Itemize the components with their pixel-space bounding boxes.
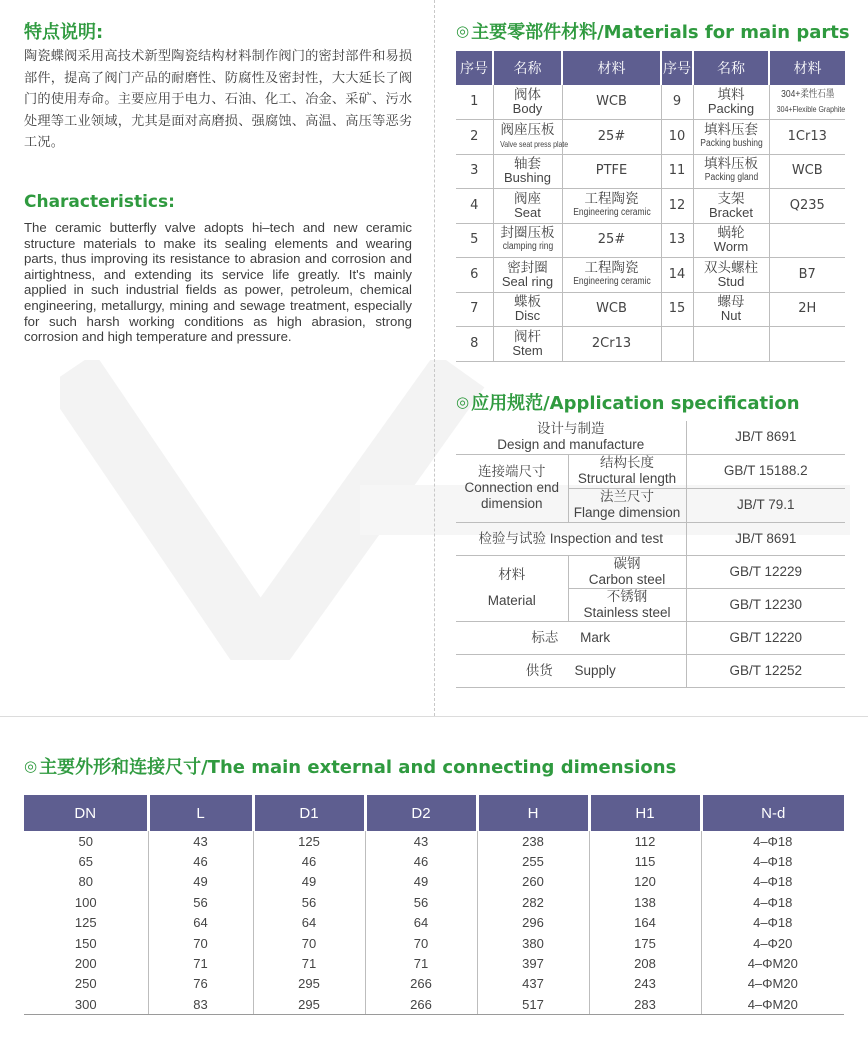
- spec-stainless-cn: 不锈钢: [606, 588, 648, 604]
- application-title: 应用规范/Application specification: [471, 393, 800, 414]
- part-material-cn: 304+柔性石墨: [780, 89, 834, 100]
- spec-stainless-value: GB/T 12230: [686, 588, 845, 621]
- part-material-value: B7: [798, 266, 816, 282]
- spec-flange-value: JB/T 79.1: [686, 488, 845, 522]
- part-material-en: 304+Flexible Graphite: [776, 104, 845, 114]
- dimensions-cell: 4–ΦM20: [701, 994, 844, 1014]
- spec-row-mark: [456, 621, 845, 654]
- spec-stainless-en: Stainless steel: [583, 604, 671, 620]
- part-material-value: WCB: [596, 301, 627, 317]
- dimensions-cell: 71: [365, 953, 477, 973]
- features-body: 陶瓷蝶阀采用高技术新型陶瓷结构材料制作阀门的密封部件和易损部件，提高了阀门产品的耐磨性、防腐性及密封性，大大延长了阀门的使用寿命。主要应用于电力、石油、化工、冶金、采矿、污水处理等工业领域，尤其是面对高磨损、强腐蚀、高温、高压等恶劣工况。: [24, 49, 413, 150]
- part-name-en: Stem: [512, 342, 543, 358]
- dimensions-cell: 46: [148, 851, 253, 871]
- part-name: [493, 120, 568, 155]
- part-material-value: 2H: [798, 301, 817, 317]
- materials-header-cell: 序号: [456, 51, 493, 85]
- part-material-en: Engineering ceramic: [572, 275, 651, 287]
- part-name: [493, 85, 562, 120]
- features-title: 特点说明:: [24, 22, 104, 43]
- dimensions-row: [24, 933, 844, 953]
- materials-table: [456, 51, 845, 362]
- dimensions-header-cell: H: [477, 795, 589, 831]
- dimensions-cell: 112: [589, 831, 701, 851]
- dimensions-cell: 138: [589, 892, 701, 912]
- dimensions-cell: 175: [589, 933, 701, 953]
- dimensions-cell: 50: [78, 833, 93, 849]
- part-name-cn: 填料: [717, 87, 745, 103]
- dimensions-cell: 200: [74, 956, 97, 972]
- part-number: 3: [456, 154, 493, 189]
- part-number: 6: [456, 258, 493, 293]
- part-name-en: Bracket: [708, 204, 754, 220]
- part-material: [562, 292, 661, 327]
- dimensions-cell: 76: [148, 974, 253, 994]
- spec-row-inspection: [456, 522, 845, 555]
- part-name-cn: 双头螺柱: [704, 259, 758, 276]
- dimensions-cell: 397: [477, 953, 589, 973]
- dimensions-row: [24, 953, 844, 973]
- dimensions-title: 主要外形和连接尺寸/The main external and connecting dimensions: [39, 757, 677, 778]
- materials-row: [456, 327, 845, 362]
- dimensions-cell: 164: [589, 913, 701, 933]
- part-material: [769, 292, 845, 327]
- part-name: [493, 292, 562, 327]
- part-material-value: 2Cr13: [591, 335, 632, 351]
- part-number: 10: [661, 120, 693, 155]
- part-material-cn: 工程陶瓷: [584, 259, 639, 276]
- dimensions-cell: 125: [253, 831, 365, 851]
- part-name: [693, 258, 769, 293]
- dimensions-header-cell: H1: [589, 795, 701, 831]
- dimensions-cell: 115: [589, 851, 701, 871]
- spec-connection-en2: dimension: [480, 496, 543, 511]
- part-number: 4: [456, 189, 493, 224]
- dimensions-header-cell: N-d: [701, 795, 844, 831]
- dimensions-cell: 46: [365, 851, 477, 871]
- part-name-cn: 阀座: [514, 190, 541, 207]
- column-divider: [434, 0, 435, 716]
- part-number: 11: [661, 154, 693, 189]
- section-divider: [0, 716, 868, 717]
- dimensions-cell: 4–Φ18: [701, 913, 844, 933]
- materials-title: 主要零部件材料/Materials for main parts: [471, 22, 850, 43]
- part-name-en: Body: [512, 101, 543, 116]
- spec-supply-value: GB/T 12252: [686, 654, 845, 687]
- characteristics-body: The ceramic butterfly valve adopts hi–tech and new ceramic structure materials to make its sealing elements and wearing parts, thus improving its resistance to abrasion and corrosion and airtightness, and extending its service life greatly. It's mainly applied in such industrial fields as power, petroleum, chemical engineering, metallurgy, mining and sewage treatment, especially for such harsh working conditions as high abrasion, strong corrosion and high temperature and pressure.: [24, 220, 412, 345]
- part-number: 12: [661, 189, 693, 224]
- dimensions-cell: 56: [365, 892, 477, 912]
- dimensions-cell: 70: [148, 933, 253, 953]
- materials-row: [456, 120, 845, 155]
- part-name: [693, 154, 769, 189]
- part-number: [661, 327, 693, 362]
- materials-row: [456, 154, 845, 189]
- spec-row-design: [456, 421, 845, 454]
- dimensions-header-cell: L: [148, 795, 253, 831]
- dimensions-row: [24, 892, 844, 912]
- circle-mark-icon: ◎: [456, 22, 470, 40]
- part-name-en: Valve seat press plate: [499, 138, 568, 149]
- dimensions-table: [24, 795, 844, 1015]
- circle-mark-icon: ◎: [24, 757, 38, 775]
- dimensions-header-cell: D2: [365, 795, 477, 831]
- part-name: [693, 120, 769, 155]
- dimensions-cell: 49: [253, 872, 365, 892]
- application-heading: [456, 389, 800, 415]
- dimensions-cell: 295: [253, 974, 365, 994]
- spec-carbon-en: Carbon steel: [588, 571, 666, 587]
- materials-heading: [456, 18, 850, 44]
- part-material-value: PTFE: [595, 163, 628, 179]
- dimensions-row: [24, 974, 844, 994]
- circle-mark-icon: ◎: [456, 393, 470, 411]
- part-material: [562, 154, 661, 189]
- dimensions-cell: 300: [24, 994, 148, 1014]
- part-material: [562, 189, 661, 224]
- dimensions-row: [24, 851, 844, 871]
- part-name: [693, 223, 769, 258]
- characteristics-title: Characteristics:: [24, 192, 175, 212]
- dimensions-cell: 250: [74, 976, 97, 992]
- spec-row-structural: [456, 454, 845, 488]
- dimensions-row: [24, 831, 844, 851]
- dimensions-cell: 295: [253, 994, 365, 1014]
- dimensions-cell: 4–Φ18: [701, 872, 844, 892]
- spec-flange-cn: 法兰尺寸: [600, 489, 654, 504]
- dimensions-heading: [24, 753, 676, 779]
- dimensions-cell: 64: [365, 913, 477, 933]
- dimensions-cell: 49: [365, 872, 477, 892]
- spec-connection-cn: 连接端尺寸: [478, 464, 546, 479]
- dimensions-cell: 80: [78, 874, 93, 890]
- dimensions-cell: 4–ΦM20: [701, 953, 844, 973]
- spec-structural-en: Structural length: [577, 471, 677, 486]
- part-material: [769, 120, 845, 155]
- dimensions-cell: 4–Φ18: [701, 831, 844, 851]
- part-name-cn: 蜗轮: [717, 225, 745, 242]
- dimensions-cell: 56: [148, 892, 253, 912]
- dimensions-cell: 255: [477, 851, 589, 871]
- part-name-en: Nut: [720, 308, 742, 324]
- spec-row-carbon: [456, 555, 845, 588]
- dimensions-cell: 437: [477, 974, 589, 994]
- part-name: [693, 292, 769, 327]
- part-material: [769, 85, 845, 120]
- spec-row-supply: [456, 654, 845, 687]
- part-number: 8: [456, 327, 493, 362]
- part-material: [562, 85, 661, 120]
- spec-inspection-en: Inspection and test: [549, 530, 664, 546]
- dimensions-cell: 266: [365, 994, 477, 1014]
- dimensions-row: [24, 872, 844, 892]
- dimensions-cell: 43: [148, 831, 253, 851]
- materials-row: [456, 223, 845, 258]
- dimensions-cell: 380: [477, 933, 589, 953]
- dimensions-cell: 70: [253, 933, 365, 953]
- spec-design-value: JB/T 8691: [686, 421, 845, 454]
- materials-row: [456, 85, 845, 120]
- spec-inspection-value: JB/T 8691: [686, 522, 845, 555]
- part-name-en: Bushing: [504, 170, 551, 186]
- part-name-en: Packing: [707, 101, 755, 116]
- spec-structural-value: GB/T 15188.2: [686, 454, 845, 488]
- part-number: 2: [456, 120, 493, 155]
- part-name: [493, 327, 562, 362]
- dimensions-cell: 150: [74, 935, 97, 951]
- part-name-en: Worm: [713, 239, 749, 255]
- materials-header-cell: 名称: [693, 51, 769, 85]
- materials-header-cell: 序号: [661, 51, 693, 85]
- part-name: [493, 258, 562, 293]
- materials-row: [456, 258, 845, 293]
- dimensions-cell: 4–Φ18: [701, 892, 844, 912]
- part-material: [562, 258, 661, 293]
- spec-mark-cn: 标志: [531, 629, 559, 645]
- dimensions-cell: 100: [74, 894, 97, 910]
- part-name-cn: 封圈压板: [500, 225, 555, 242]
- dimensions-cell: 120: [589, 872, 701, 892]
- part-name: [693, 327, 769, 362]
- spec-carbon-cn: 碳钢: [613, 555, 641, 571]
- part-material-value: 1Cr13: [787, 128, 827, 144]
- dimensions-cell: 65: [78, 854, 93, 870]
- application-table: [456, 421, 845, 688]
- dimensions-cell: 266: [365, 974, 477, 994]
- part-material-cn: 工程陶瓷: [584, 190, 639, 207]
- dimensions-cell: 4–ΦM20: [701, 974, 844, 994]
- dimensions-header-cell: D1: [253, 795, 365, 831]
- dimensions-cell: 71: [148, 953, 253, 973]
- part-material: [562, 327, 661, 362]
- part-name: [693, 189, 769, 224]
- dimensions-cell: 4–Φ18: [701, 851, 844, 871]
- spec-material-cn: 材料: [498, 567, 526, 582]
- materials-header-cell: 名称: [493, 51, 562, 85]
- spec-design-cn: 设计与制造: [537, 421, 605, 437]
- part-name-cn: 蝶板: [514, 294, 541, 311]
- part-name-cn: 阀体: [514, 87, 541, 103]
- spec-flange-en: Flange dimension: [573, 505, 681, 520]
- dimensions-cell: 70: [365, 933, 477, 953]
- spec-material-en: Material: [487, 593, 536, 608]
- part-material: [562, 120, 661, 155]
- dimensions-cell: 517: [477, 994, 589, 1014]
- spec-structural-cn: 结构长度: [600, 455, 654, 470]
- dimensions-cell: 296: [477, 913, 589, 933]
- part-material: [769, 189, 845, 224]
- materials-row: [456, 292, 845, 327]
- dimensions-cell: 64: [148, 913, 253, 933]
- spec-inspection-cn: 检验与试验: [478, 530, 546, 546]
- spec-design-en: Design and manufacture: [497, 437, 645, 453]
- part-material-value: Q235: [789, 197, 825, 213]
- part-name: [493, 189, 562, 224]
- materials-header-cell: 材料: [562, 51, 661, 85]
- part-name-en: Disc: [514, 308, 541, 324]
- dimensions-cell: 208: [589, 953, 701, 973]
- part-material-value: 25#: [597, 128, 626, 144]
- part-name-cn: 阀杆: [514, 328, 541, 345]
- part-material: [562, 223, 661, 258]
- part-number: 14: [661, 258, 693, 293]
- dimensions-cell: 125: [74, 915, 97, 931]
- part-number: 1: [456, 85, 493, 120]
- part-material: [769, 154, 845, 189]
- part-number: 9: [661, 85, 693, 120]
- part-material-value: WCB: [791, 163, 823, 179]
- materials-header-cell: 材料: [769, 51, 845, 85]
- part-number: 5: [456, 223, 493, 258]
- part-name-en: Stud: [717, 273, 745, 289]
- part-name-en: clamping ring: [502, 241, 553, 253]
- part-name-cn: 填料压板: [704, 156, 758, 173]
- part-name: [493, 223, 562, 258]
- dimensions-cell: 282: [477, 892, 589, 912]
- dimensions-cell: 49: [148, 872, 253, 892]
- part-name: [693, 85, 769, 120]
- dimensions-cell: 43: [365, 831, 477, 851]
- dimensions-cell: 83: [148, 994, 253, 1014]
- part-name-cn: 轴套: [514, 156, 541, 173]
- part-name: [493, 154, 562, 189]
- part-material: [769, 327, 845, 362]
- part-number: 13: [661, 223, 693, 258]
- part-material-en: Engineering ceramic: [572, 206, 651, 218]
- part-name-cn: 密封圈: [507, 259, 548, 276]
- part-material-value: 25#: [597, 232, 626, 248]
- part-name-cn: 螺母: [717, 294, 745, 311]
- spec-connection-en1: Connection end: [464, 480, 560, 495]
- part-material: [769, 258, 845, 293]
- dimensions-cell: 243: [589, 974, 701, 994]
- spec-mark-value: GB/T 12220: [686, 621, 845, 654]
- dimensions-row: [24, 994, 844, 1014]
- materials-row: [456, 189, 845, 224]
- part-name-cn: 支架: [717, 190, 745, 207]
- spec-carbon-value: GB/T 12229: [686, 555, 845, 588]
- dimensions-cell: 283: [589, 994, 701, 1014]
- spec-supply-cn: 供货: [525, 662, 553, 678]
- part-name-cn: 填料压套: [704, 121, 758, 138]
- part-name-en: Seal ring: [501, 273, 554, 289]
- dimensions-cell: 260: [477, 872, 589, 892]
- part-number: 7: [456, 292, 493, 327]
- dimensions-cell: 4–Φ20: [701, 933, 844, 953]
- dimensions-row: [24, 913, 844, 933]
- dimensions-cell: 71: [253, 953, 365, 973]
- spec-supply-en: Supply: [574, 662, 616, 678]
- dimensions-header-cell: DN: [24, 795, 148, 831]
- dimensions-cell: 46: [253, 851, 365, 871]
- part-material: [769, 223, 845, 258]
- part-name-cn: 阀座压板: [500, 121, 555, 138]
- dimensions-cell: 56: [253, 892, 365, 912]
- part-name-en: Packing gland: [704, 172, 758, 184]
- part-name-en: Packing bushing: [699, 137, 763, 149]
- spec-mark-en: Mark: [580, 629, 611, 645]
- part-material-value: WCB: [596, 94, 627, 109]
- dimensions-cell: 64: [253, 913, 365, 933]
- dimensions-cell: 238: [477, 831, 589, 851]
- part-name-en: Seat: [514, 204, 541, 220]
- part-number: 15: [661, 292, 693, 327]
